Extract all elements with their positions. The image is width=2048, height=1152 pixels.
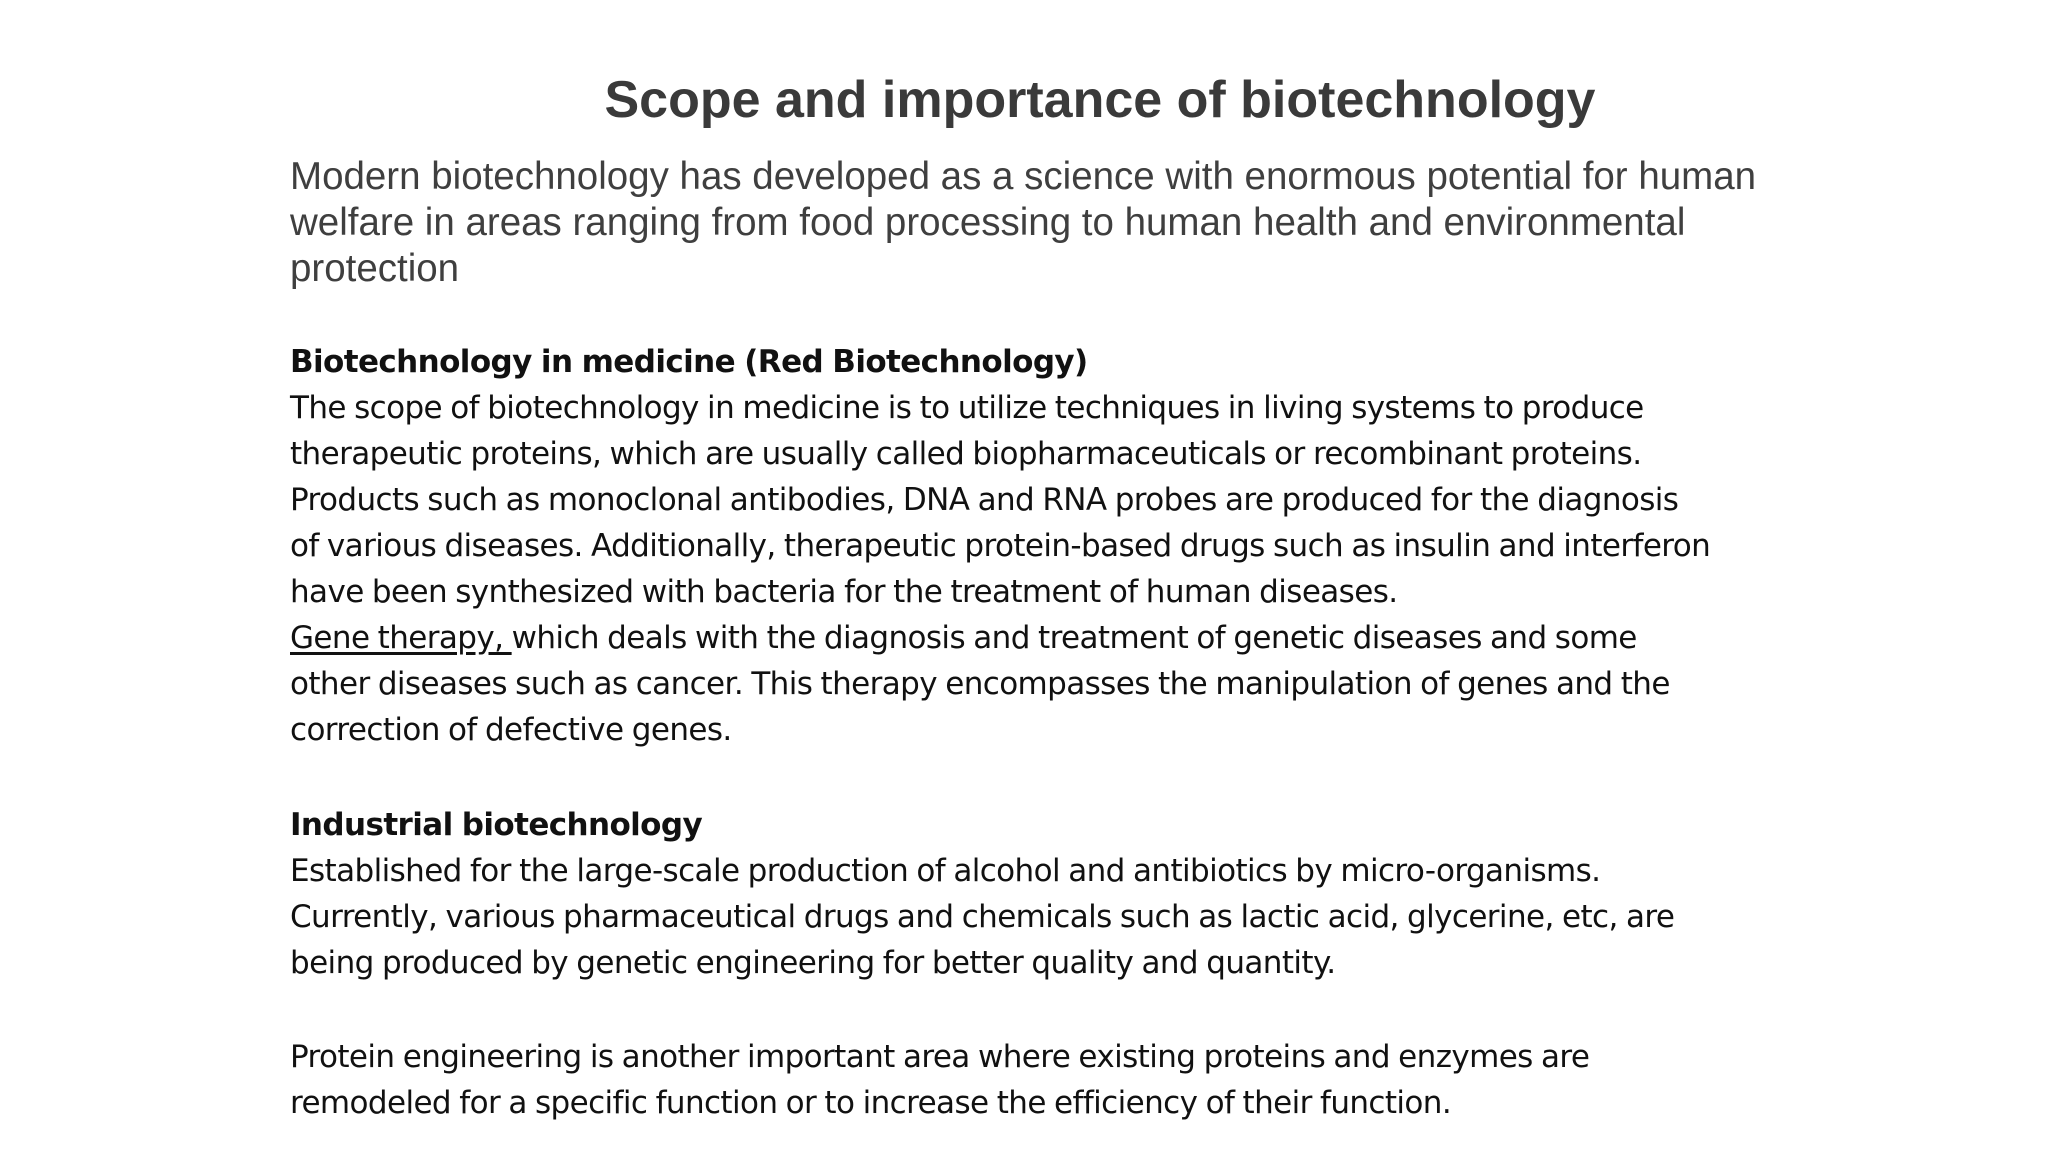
gene-therapy-term: Gene therapy, [290, 620, 512, 656]
section-medicine [290, 339, 1850, 753]
paragraph-line: The scope of biotechnology in medicine is to utilize techniques in living systems to produce [290, 390, 1644, 426]
section-protein-engineering [290, 1034, 1850, 1126]
paragraph-line: of various diseases. Additionally, therapeutic protein-based drugs such as insulin and interferon [290, 528, 1711, 564]
paragraph-line: Currently, various pharmaceutical drugs and chemicals such as lactic acid, glycerine, etc, are [290, 899, 1675, 935]
paragraph-line: correction of defective genes. [290, 712, 732, 748]
section-industrial [290, 802, 1850, 986]
gene-therapy-text: which deals with the diagnosis and treatment of genetic diseases and some [511, 620, 1637, 656]
paragraph-line: Established for the large-scale production of alcohol and antibiotics by micro-organisms. [290, 853, 1601, 889]
gene-therapy-line [290, 615, 1850, 661]
section-heading-medicine: Biotechnology in medicine (Red Biotechnology) [290, 344, 1088, 380]
intro-paragraph: Modern biotechnology has developed as a science with enormous potential for human welfare in areas ranging from food processing to human health and environmental protection [290, 155, 1757, 290]
paragraph-line: therapeutic proteins, which are usually called biopharmaceuticals or recombinant proteins. [290, 436, 1642, 472]
section-heading-industrial: Industrial biotechnology [290, 807, 703, 843]
paragraph-line: other diseases such as cancer. This therapy encompasses the manipulation of genes and the [290, 666, 1670, 702]
slide-title: Scope and importance of biotechnology [604, 71, 1596, 129]
paragraph-line: Products such as monoclonal antibodies, DNA and RNA probes are produced for the diagnosis [290, 482, 1679, 518]
paragraph-line: being produced by genetic engineering for better quality and quantity. [290, 945, 1336, 981]
paragraph-line: Protein engineering is another important area where existing proteins and enzymes are [290, 1039, 1590, 1075]
paragraph-line: have been synthesized with bacteria for the treatment of human diseases. [290, 574, 1398, 610]
paragraph-line: remodeled for a specific function or to increase the efficiency of their function. [290, 1085, 1452, 1121]
